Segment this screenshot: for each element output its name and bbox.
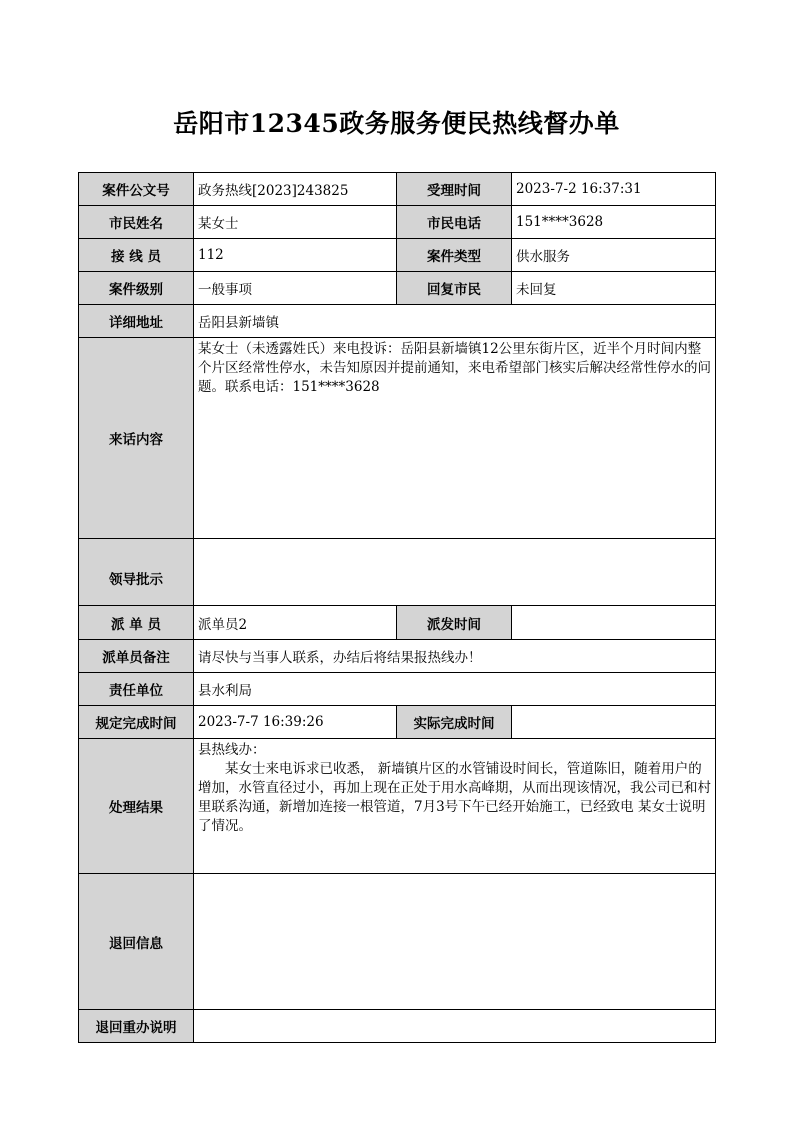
dispatch-note-label: 派单员备注 bbox=[79, 640, 194, 673]
row-content bbox=[79, 338, 716, 539]
row-deadline bbox=[79, 706, 716, 739]
redo-label: 退回重办说明 bbox=[79, 1010, 194, 1043]
deadline-label: 规定完成时间 bbox=[79, 706, 194, 739]
case-no-label: 案件公文号 bbox=[79, 173, 194, 206]
operator-label: 接 线 员 bbox=[79, 239, 194, 272]
case-no-value: 政务热线[2023]243825 bbox=[194, 173, 397, 206]
row-case-level bbox=[79, 272, 716, 305]
row-case-no bbox=[79, 173, 716, 206]
citizen-phone-label: 市民电话 bbox=[397, 206, 512, 239]
row-operator bbox=[79, 239, 716, 272]
row-address bbox=[79, 305, 716, 338]
case-type-value: 供水服务 bbox=[512, 239, 716, 272]
operator-value: 112 bbox=[194, 239, 397, 272]
dispatch-time-value bbox=[512, 606, 716, 640]
case-level-value: 一般事项 bbox=[194, 272, 397, 305]
row-redo bbox=[79, 1010, 716, 1043]
row-citizen bbox=[79, 206, 716, 239]
case-type-label: 案件类型 bbox=[397, 239, 512, 272]
citizen-name-value: 某女士 bbox=[194, 206, 397, 239]
reply-value: 未回复 bbox=[512, 272, 716, 305]
row-unit bbox=[79, 673, 716, 706]
return-info-value bbox=[194, 874, 716, 1010]
actual-time-label: 实际完成时间 bbox=[397, 706, 512, 739]
dispatch-note-value: 请尽快与当事人联系，办结后将结果报热线办！ bbox=[194, 640, 716, 673]
unit-value: 县水利局 bbox=[194, 673, 716, 706]
row-leader bbox=[79, 539, 716, 606]
case-level-label: 案件级别 bbox=[79, 272, 194, 305]
content-value: 某女士（未透露姓氏）来电投诉：岳阳县新墙镇12公里东街片区，近半个月时间内整个片区经常性停水，未告知原因并提前通知，来电希望部门核实后解决经常性停水的问题。联系电话：151****3628 bbox=[194, 338, 716, 539]
page-title: 岳阳市12345政务服务便民热线督办单 bbox=[173, 109, 620, 138]
deadline-value: 2023-7-7 16:39:26 bbox=[194, 706, 397, 739]
leader-label: 领导批示 bbox=[79, 539, 194, 606]
actual-time-value bbox=[512, 706, 716, 739]
accept-time-value: 2023-7-2 16:37:31 bbox=[512, 173, 716, 206]
redo-value bbox=[194, 1010, 716, 1043]
address-label: 详细地址 bbox=[79, 305, 194, 338]
dispatcher-label: 派 单 员 bbox=[79, 606, 194, 640]
unit-label: 责任单位 bbox=[79, 673, 194, 706]
supervision-form bbox=[78, 172, 716, 1043]
content-label: 来话内容 bbox=[79, 338, 194, 539]
row-dispatcher bbox=[79, 606, 716, 640]
row-result bbox=[79, 739, 716, 874]
result-label: 处理结果 bbox=[79, 739, 194, 874]
citizen-phone-value: 151****3628 bbox=[512, 206, 716, 239]
leader-value bbox=[194, 539, 716, 606]
result-body: 某女士来电诉求已收悉， 新墙镇片区的水管铺设时间长，管道陈旧，随着用户的增加，水管直径过小，再加上现在正处于用水高峰期，从而出现该情况，我公司已和村里联系沟通，新增加连接一根管道，7月3号下午已经开始施工，已经致电 某女士说明了情况。 bbox=[198, 761, 711, 834]
result-value bbox=[194, 739, 716, 874]
result-greeting: 县热线办： bbox=[198, 742, 266, 758]
row-return-info bbox=[79, 874, 716, 1010]
accept-time-label: 受理时间 bbox=[397, 173, 512, 206]
return-info-label: 退回信息 bbox=[79, 874, 194, 1010]
citizen-name-label: 市民姓名 bbox=[79, 206, 194, 239]
dispatch-time-label: 派发时间 bbox=[397, 606, 512, 640]
dispatcher-value: 派单员2 bbox=[194, 606, 397, 640]
address-value: 岳阳县新墙镇 bbox=[194, 305, 716, 338]
row-dispatch-note bbox=[79, 640, 716, 673]
reply-label: 回复市民 bbox=[397, 272, 512, 305]
